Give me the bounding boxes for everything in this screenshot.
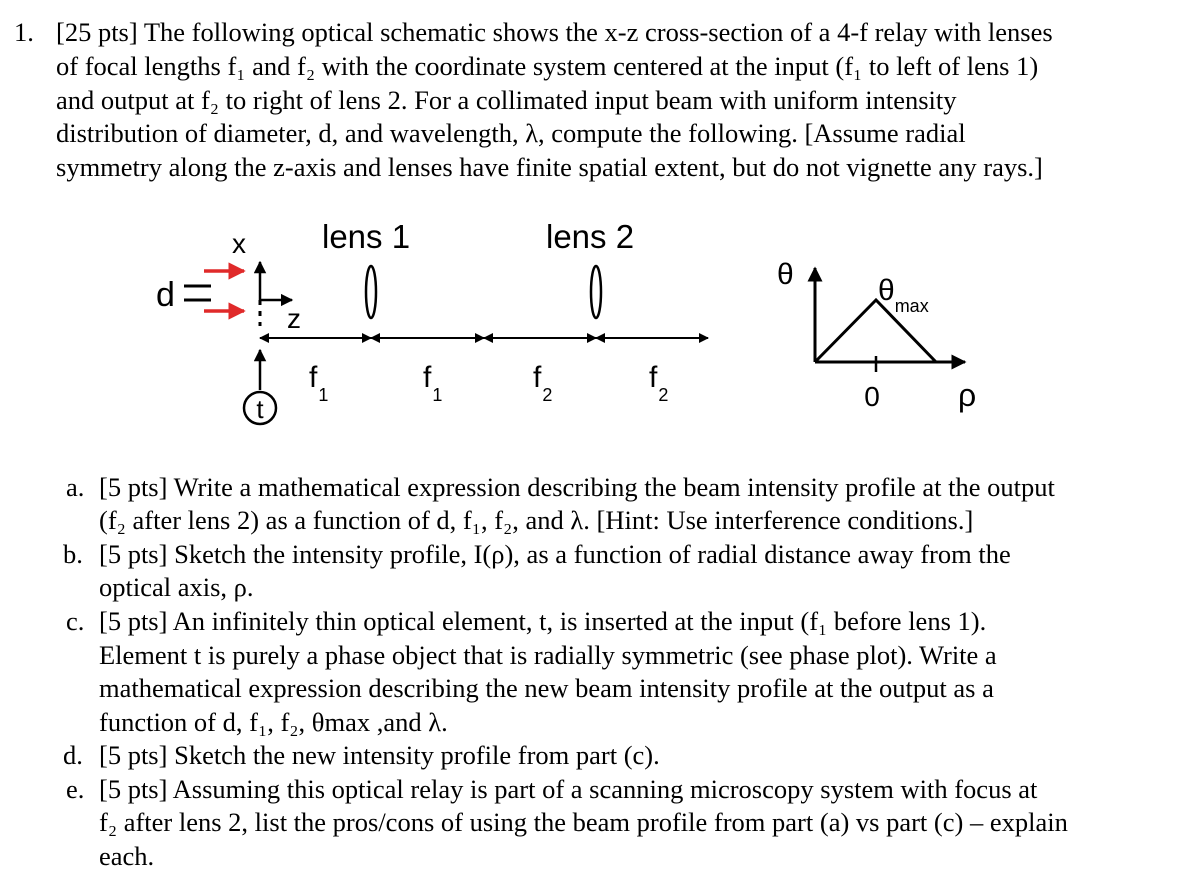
part-line: Element t is purely a phase object that is radially symmetric (see phase plot). Write a: [99, 640, 997, 670]
part-line: (f₂ after lens 2) as a function of d, f₁, f₂, and λ. [Hint: Use interference conditions.]: [99, 505, 974, 535]
part-line: [5 pts] Sketch the intensity profile, I(ρ), as a function of radial distance away from the: [99, 539, 1011, 569]
lens-2: [591, 266, 601, 318]
phase-peak-label: $\theta_{max}$: [878, 274, 929, 316]
d-label: d: [156, 276, 175, 314]
problem-line: distribution of diameter, d, and wavelength, λ, compute the following. [Assume radial: [56, 118, 966, 148]
x-axis-label: x: [232, 228, 246, 259]
element-t-label: t: [256, 394, 264, 424]
z-axis-label: z: [287, 303, 301, 334]
phase-profile-curve: [815, 300, 936, 362]
f1-label: $f_1$: [423, 361, 443, 405]
part-letter: c.: [66, 606, 85, 636]
problem-line: and output at f₂ to right of lens 2. For a collimated input beam with uniform intensity: [56, 85, 957, 115]
f1-label: $f_1$: [309, 361, 329, 405]
part-line: f₂ after lens 2, list the pros/cons of using the beam profile from part (a) vs part (c) – explain: [99, 807, 1068, 837]
problem-number: 1.: [14, 17, 34, 47]
part-line: [5 pts] Assuming this optical relay is part of a scanning microscopy system with focus at: [99, 774, 1038, 804]
lens-2-label: lens 2: [546, 218, 635, 255]
phase-plot-x-label: ρ: [958, 377, 977, 413]
part-line: mathematical expression describing the new beam intensity profile at the output as a: [99, 673, 994, 703]
part-line: function of d, f₁, f₂, θmax ,and λ.: [99, 707, 448, 737]
part-line: each.: [99, 841, 155, 871]
part-letter: b.: [63, 539, 83, 569]
lens-1-label: lens 1: [322, 218, 411, 255]
problem-line: [25 pts] The following optical schematic shows the x-z cross-section of a 4-f relay with lenses: [56, 17, 1053, 47]
part-line: [5 pts] An infinitely thin optical element, t, is inserted at the input (f₁ before lens 1).: [99, 606, 987, 636]
problem-line: of focal lengths f₁ and f₂ with the coordinate system centered at the input (f₁ to left of lens 1): [56, 51, 1039, 81]
problem-line: symmetry along the z-axis and lenses have finite spatial extent, but do not vignette any rays.]: [56, 152, 1043, 182]
element-t-circle: [244, 392, 276, 424]
f2-label: $f_2$: [533, 361, 553, 405]
part-letter: a.: [66, 472, 85, 502]
phase-plot-origin-label: 0: [864, 381, 880, 412]
part-letter: d.: [63, 740, 83, 770]
part-line: optical axis, ρ.: [99, 572, 254, 602]
part-line: [5 pts] Sketch the new intensity profile from part (c).: [99, 740, 660, 770]
part-letter: e.: [66, 774, 85, 804]
lens-1: [366, 266, 376, 318]
f2-label: $f_2$: [649, 361, 669, 405]
phase-plot-y-label: θ: [777, 258, 794, 291]
part-line: [5 pts] Write a mathematical expression describing the beam intensity profile at the output: [99, 472, 1055, 502]
